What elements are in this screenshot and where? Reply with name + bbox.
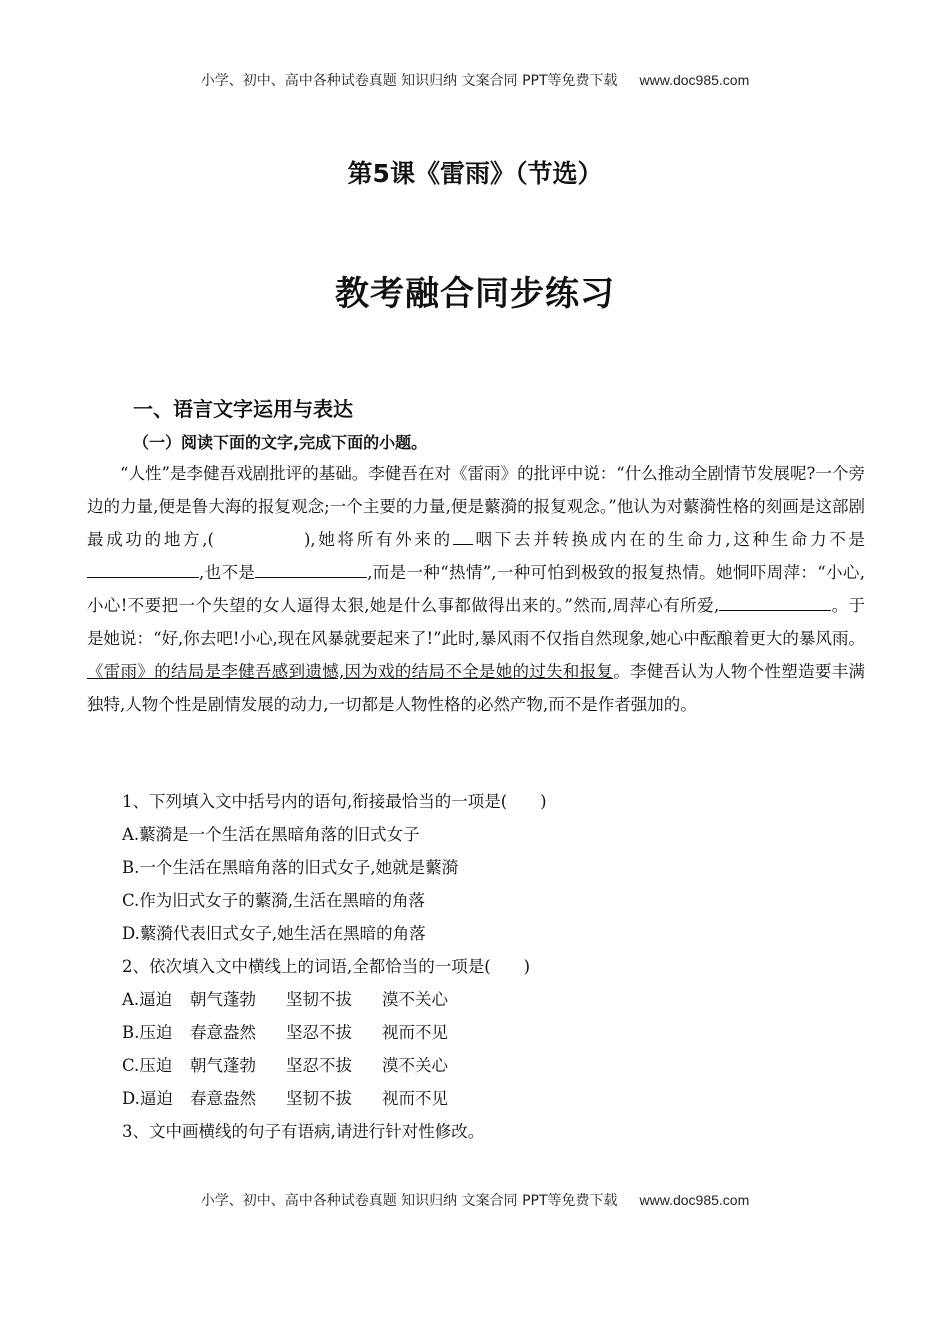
passage-text-1: “人性”是李健吾戏剧批评的基础。李健吾在对《雷雨》的批评中说：“什么推动全剧情节发展呢?一个旁边的力量,便是鲁大海的报复观念;一个主要的力量,便是蘩漪的报复观念。”他认为对蘩漪性格的刻画是这部剧最成功的地方,( (87, 464, 865, 549)
fill-blank-4 (719, 592, 831, 611)
question-1-option-d: D.蘩漪代表旧式女子,她生活在黑暗的角落 (122, 924, 426, 943)
passage-text-5: ,而是一种“热情”,一种可怕到极致的报复热情。她恫吓周萍：“小心,小心!不要把一个失望的女人逼得太狠,她是什么事都做得出来的。”然而,周萍心有所爱, (87, 563, 865, 615)
option-word: 朝气蓬勃 (190, 990, 256, 1009)
option-word: 坚韧不拔 (286, 990, 352, 1009)
option-word: 朝气蓬勃 (190, 1056, 256, 1075)
option-word: B.压迫 (122, 1023, 173, 1042)
option-word: 坚韧不拔 (286, 1089, 352, 1108)
option-word: C.压迫 (122, 1056, 173, 1075)
questions (122, 785, 862, 1148)
question-1-stem: 1、下列填入文中括号内的语句,衔接最恰当的一项是( ) (122, 792, 547, 811)
question-2-option-b (122, 1016, 862, 1049)
option-word: 坚忍不拔 (286, 1023, 352, 1042)
option-word: 漠不关心 (382, 990, 448, 1009)
question-2-option-d (122, 1082, 862, 1115)
fill-blank-3 (255, 559, 367, 578)
question-2-option-c (122, 1049, 862, 1082)
passage-text-3: 咽下去并转换成内在的生命力,这种生命力不是 (472, 530, 865, 549)
reading-passage (87, 457, 865, 721)
question-1-option-c: C.作为旧式女子的蘩漪,生活在黑暗的角落 (122, 891, 426, 910)
passage-text-6: 。于是她说：“好,你去吧!小心,现在风暴就要起来了!”此时,暴风雨不仅指自然现象,她心中酝酿着更大的暴风雨。 (87, 596, 866, 648)
section-subtitle: （一）阅读下面的文字,完成下面的小题。 (133, 433, 428, 452)
passage-text-7: 。李健吾认为人物个性塑造要丰满独特,人物个性是剧情发展的动力,一切都是人物性格的必然产物,而不是作者强加的。 (87, 662, 865, 714)
footer-url[interactable]: www.doc985.com (639, 1192, 750, 1208)
question-2-option-a (122, 983, 862, 1016)
underlined-sentence: 《雷雨》的结局是李健吾感到遗憾,因为戏的结局不全是她的过失和报复 (87, 662, 614, 681)
fill-blank-2 (87, 559, 199, 578)
option-word: 春意盎然 (190, 1089, 256, 1108)
question-2-stem: 2、依次填入文中横线上的词语,全都恰当的一项是( ) (122, 957, 531, 976)
page-header (0, 70, 950, 90)
fill-blank-1 (453, 526, 473, 545)
question-3-stem: 3、文中画横线的句子有语病,请进行针对性修改。 (122, 1122, 485, 1141)
question-1-option-b: B.一个生活在黑暗角落的旧式女子,她就是蘩漪 (122, 858, 459, 877)
main-title: 教考融合同步练习 (335, 274, 615, 314)
section-title: 一、语言文字运用与表达 (133, 397, 353, 421)
question-1-option-a: A.蘩漪是一个生活在黑暗角落的旧式女子 (122, 825, 420, 844)
option-word: 春意盎然 (190, 1023, 256, 1042)
option-word: A.逼迫 (122, 990, 173, 1009)
page-footer (0, 1190, 950, 1210)
passage-text-4: ,也不是 (199, 563, 256, 582)
footer-text: 小学、初中、高中各种试卷真题 知识归纳 文案合同 PPT等免费下载 (200, 1193, 618, 1209)
option-word: 漠不关心 (382, 1056, 448, 1075)
header-url[interactable]: www.doc985.com (639, 72, 750, 88)
option-word: 坚忍不拔 (286, 1056, 352, 1075)
lesson-title: 第5课《雷雨》（节选） (347, 159, 603, 188)
option-word: 视而不见 (382, 1089, 448, 1108)
option-word: 视而不见 (382, 1023, 448, 1042)
header-text: 小学、初中、高中各种试卷真题 知识归纳 文案合同 PPT等免费下载 (200, 73, 618, 89)
option-word: D.逼迫 (122, 1089, 173, 1108)
passage-text-2: ),她将所有外来的 (303, 530, 453, 549)
